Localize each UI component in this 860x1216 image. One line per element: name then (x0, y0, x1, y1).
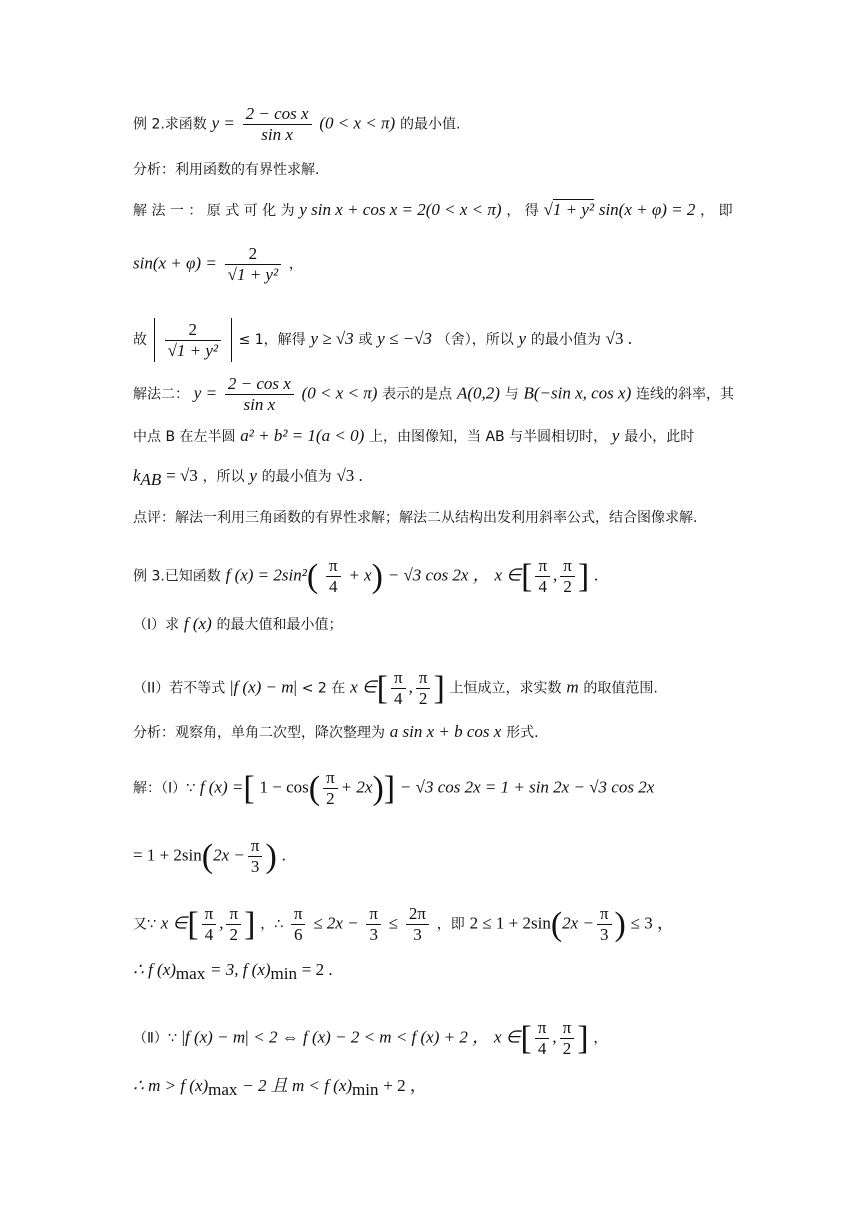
numerator: 2 − cos x (225, 374, 294, 395)
question-1 (133, 614, 728, 635)
variable: y (518, 329, 527, 348)
analysis-line: 分析：利用函数的有界性求解. (133, 162, 320, 178)
variable: y (611, 426, 620, 445)
text: （II）若不等式 (133, 680, 226, 697)
solution-3-line-1: 解：（Ⅰ）∵ f (x) =[ 1 − cos( $\frac{\pi}{2}$ + 2x)] − √3 cos 2x = 1 + sin 2x − √3 cos 2x (133, 768, 655, 808)
variable: y (249, 466, 257, 485)
fraction (416, 668, 431, 709)
text: （舍），所以 (436, 332, 514, 348)
denominator: 4 (537, 1039, 547, 1058)
fraction: $\frac{2}{\text{√1 + y²}}$ (165, 320, 221, 361)
text: 解法二： (133, 386, 189, 403)
denominator: 2 (563, 577, 572, 596)
question-2: （II）若不等式 |f (x) − m| < 2 在 x ∈[ $\frac{\pi}{4}$ , $\frac{\pi}{2}$ ] 上恒成立，求实数 m 的取值范围. (133, 668, 658, 708)
analysis-3 (133, 722, 728, 743)
equation: < 2 ⇔ f (x) − 2 < m < f (x) + 2 ， (253, 1027, 490, 1047)
text: 的最小值为 (261, 469, 332, 485)
variable: m (566, 677, 579, 697)
equation: = 2 . (301, 960, 333, 979)
text: 或 (358, 332, 373, 348)
text: 解：（Ⅰ）∵ (133, 780, 196, 797)
text: 形式. (506, 725, 539, 741)
numerator: π (291, 904, 306, 925)
solution-1-line-3 (133, 318, 728, 362)
denominator: 3 (413, 925, 422, 944)
text: . (281, 845, 286, 865)
text: 又∵ (133, 916, 156, 933)
text: . (594, 565, 599, 585)
equation: = √3 (166, 466, 198, 485)
equation: x ∈ (494, 565, 522, 585)
numerator: 2 − cos x (243, 104, 312, 125)
equation: y sin x + cos x = 2(0 < x < π) (299, 200, 502, 219)
denominator: 2 (562, 1039, 572, 1058)
equation: + x (348, 565, 372, 585)
fraction (535, 556, 550, 597)
subscript: max (175, 964, 206, 983)
subscript: max (208, 1080, 238, 1099)
denominator: 4 (394, 689, 403, 708)
point: A(0,2) (456, 383, 500, 403)
numerator: π (391, 668, 406, 689)
fraction (535, 1018, 550, 1059)
equation: + 2x (340, 777, 373, 797)
denominator: 4 (204, 925, 214, 944)
denominator: sin x (243, 395, 276, 414)
solution-2-line-3 (133, 466, 728, 490)
numerator: π (597, 904, 612, 925)
equation: = 1 + 2sin (133, 845, 202, 865)
fraction (248, 836, 263, 877)
numerator: π (326, 556, 341, 577)
solution-2-line-2 (133, 426, 728, 447)
subscript: min (352, 1080, 379, 1099)
denominator: 2 (229, 925, 239, 944)
denominator: 3 (250, 857, 260, 876)
text: 上，由图像知，当 AB 与半圆相切时， (369, 429, 608, 445)
equation: x ∈ (493, 1027, 521, 1047)
text: ，即 (436, 916, 465, 933)
numerator: π (366, 904, 381, 925)
text: 的最小值为 (530, 332, 601, 348)
equation: a sin x + b cos x (389, 722, 502, 741)
denominator: sin x (261, 125, 293, 144)
example-label: 例 3.已知函数 (133, 568, 221, 585)
text: （Ⅱ）∵ (133, 1030, 177, 1047)
solution-3b-line-1: （Ⅱ）∵ |f (x) − m| < 2 ⇔ f (x) − 2 < m < f (x) + 2 ， x ∈[ $\frac{\pi}{4}$ , $\frac{\pi}{2}$ ] ， (133, 1018, 608, 1058)
equation: f (x) − m (185, 1027, 246, 1047)
text: ， 即 (700, 203, 733, 219)
equation: f (x) = 2sin² (225, 565, 307, 585)
denominator: 3 (369, 925, 378, 944)
equation: ≤ 2x − (313, 913, 359, 933)
fraction (225, 374, 294, 415)
solution-3-line-3: 又∵ x ∈[ $\frac{\pi}{4}$ , $\frac{\pi}{2}$ ] ，∴ $\frac{\pi}{6}$ ≤ 2x − $\frac{\pi}{3}$ ≤ $\frac{2\pi}{3}$ ，即 2 ≤ 1 + 2sin(2x − $\frac{\pi}{3}$ ) ≤ 3 ， (133, 904, 674, 944)
text: ，所以 (202, 469, 245, 485)
equation: a² + b² = 1(a < 0) (240, 426, 365, 445)
equation-lhs: y = (193, 383, 218, 403)
text: 上恒成立，求实数 (449, 680, 562, 697)
fraction: $\frac{2}{\text{√1 + y²}}$ (225, 244, 281, 285)
point: B(−sin x, cos x) (523, 383, 632, 403)
text: 最小，此时 (624, 429, 695, 445)
numerator: π (416, 668, 431, 689)
fraction (597, 904, 612, 945)
numerator: π (535, 556, 550, 577)
fraction (560, 1018, 575, 1059)
equation: y ≤ −√3 (377, 329, 432, 348)
equation: − 2 且 m < f (x) (242, 1076, 353, 1095)
value: √3 . (336, 466, 363, 485)
solution-2-line-1 (133, 374, 735, 415)
text: 表示的是点 (382, 386, 453, 403)
equation: f (x) − m (233, 677, 294, 697)
equation: − √3 cos 2x = 1 + sin 2x − √3 cos 2x (399, 777, 655, 797)
radicand: 1 + y² (236, 265, 279, 284)
equation: ≤ 3 ， (630, 913, 674, 933)
solution-1-line-1: 解 法 一 ： 原 式 可 化 为 y sin x + cos x = 2(0 < x < π) ， 得 √1 + y² sin(x + φ) = 2 ， 即 (133, 200, 733, 219)
text: ， 得 (506, 203, 539, 219)
equation: 2x − (213, 845, 245, 865)
text: （I）求 (133, 617, 180, 633)
equation: = 3, f (x) (209, 960, 271, 979)
fraction (291, 904, 306, 945)
fraction (391, 668, 406, 709)
question-text: 的最小值. (399, 116, 461, 133)
solution-3b-line-2 (133, 1076, 728, 1100)
equation: f (x) (183, 614, 212, 633)
equation: 2x − (562, 913, 594, 933)
text: 中点 B 在左半圆 (133, 429, 236, 445)
numerator: π (248, 836, 263, 857)
denominator: 6 (293, 925, 303, 944)
solution-3-line-4 (133, 960, 728, 984)
numerator: π (323, 768, 338, 789)
text: 与 (504, 386, 519, 403)
example-2-statement (133, 104, 728, 145)
equation: − √3 cos 2x ， (387, 565, 490, 585)
denominator: 2 (418, 689, 428, 708)
equation: sin(x + φ) = 2 (598, 200, 696, 219)
subscript: min (270, 964, 297, 983)
equation: y ≥ √3 (310, 329, 354, 348)
equation: ∴ f (x) (133, 960, 176, 979)
text: 的最大值和最小值； (216, 617, 343, 633)
solution-3-line-2: = 1 + 2sin(2x − $\frac{\pi}{3}$ ) . (133, 836, 286, 876)
numerator: π (560, 556, 575, 577)
fraction (560, 556, 575, 597)
domain: (0 < x < π) (319, 113, 396, 133)
radicand: 1 + y² (176, 340, 219, 360)
fraction (202, 904, 217, 945)
fraction (226, 904, 241, 945)
equation: 2 ≤ 1 + 2sin (469, 913, 551, 933)
equation: 1 − cos (259, 777, 309, 797)
fraction (406, 904, 429, 945)
equation: x ∈ (160, 913, 188, 933)
equation: f (x) = (199, 777, 244, 797)
equation: ≤ (388, 913, 399, 933)
equation: + 2 ， (383, 1076, 427, 1095)
example-label: 例 2.求函数 (133, 116, 207, 133)
denominator: 4 (329, 577, 338, 596)
numerator: 2 (165, 320, 221, 341)
denominator: 3 (599, 925, 609, 944)
numerator: π (226, 904, 241, 925)
numerator: π (202, 904, 217, 925)
equation: ∴ m > f (x) (133, 1076, 209, 1095)
text: ， (593, 1030, 608, 1047)
text: 的取值范围. (583, 680, 658, 697)
fraction (323, 768, 338, 809)
text: < 2 在 (301, 680, 346, 697)
equation: x ∈ (350, 677, 377, 697)
denominator: 4 (538, 577, 547, 596)
numerator: π (560, 1018, 575, 1039)
value: √3 . (605, 329, 632, 348)
solution-1-line-2 (133, 244, 728, 285)
radicand: 1 + y² (552, 200, 595, 219)
domain: (0 < x < π) (301, 383, 378, 403)
text: 故 (133, 332, 147, 348)
text: ， (288, 256, 303, 273)
text: 分析：观察角，单角二次型，降次整理为 (133, 725, 385, 741)
fraction (366, 904, 381, 945)
denominator: 2 (326, 789, 335, 808)
text: ，∴ (260, 916, 284, 933)
equation-lhs: sin(x + φ) = (133, 253, 217, 273)
numerator: 2π (406, 904, 429, 925)
fraction (326, 556, 341, 597)
text: 连线的斜率，其 (636, 386, 735, 403)
variable: k (133, 466, 141, 485)
fraction (243, 104, 312, 145)
numerator: π (535, 1018, 550, 1039)
numerator: 2 (225, 244, 281, 265)
example-3-statement: 例 3.已知函数 f (x) = 2sin²( $\frac{\pi}{4}$ + x) − √3 cos 2x ， x ∈[ $\frac{\pi}{4}$ , $\frac{\pi}{2}$ ] . (133, 556, 599, 596)
subscript: AB (140, 470, 162, 489)
equation-lhs: y = (211, 113, 235, 133)
text: ≤ 1，解得 (238, 332, 306, 348)
text: 解 法 一 ： 原 式 可 化 为 (133, 203, 295, 219)
comment-line: 点评：解法一利用三角函数的有界性求解；解法二从结构出发利用斜率公式，结合图像求解. (133, 510, 698, 526)
